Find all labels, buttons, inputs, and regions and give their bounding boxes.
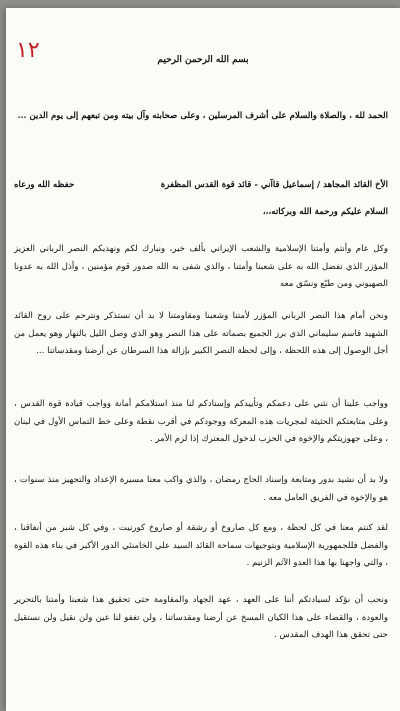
- addressee-blessing: حفظه الله ورعاه: [14, 180, 75, 190]
- paragraph-3: وواجب علينا أن نثني على دعمكم وتأييدكم وإسنادكم لنا منذ استلامكم أمانة وواجب قيادة قوة القدس ، وعلى متابعتكم الحثيثة لمجريات هذه المعركة ووجودكم في أقرب نقطة وعلى خط التماس الأول في لبنان ، وعلى جهوزيتكم والإخوة في الحزب لدخول المعترك إذا لزم الأمر .: [14, 399, 388, 444]
- addressee-name: [161, 180, 388, 190]
- page-number: ١٢: [16, 38, 40, 63]
- addressee-title: - قائد قوة القدس المظفرة: [160, 180, 258, 190]
- basmala-heading: بسم الله الرحمن الرحيم: [157, 55, 249, 65]
- addressee-line: [14, 180, 388, 190]
- paragraph-5: لقد كنتم معنا في كل لحظة ، ومع كل صاروخ أو رشقة أو صاروخ كورنيت ، وفي كل شبر من أنفاقنا ، والفضل فللجمهورية الإسلامية وبتوجيهات سماحة القائد السيد علي الخامنئي الدور الأكبر في بناء هذه القوة ، والتي واجهنا بها هذا العدو الآثم الزنيم .: [14, 523, 388, 568]
- paragraph-6: ونحب أن نؤكد لسيادتكم أننا على العهد ، عهد الجهاد والمقاومة حتى تحقيق هذا شعبنا وأمتنا بالتحرير والعودة ، والقضاء على هذا الكيان المسخ عن أرضنا ومقدساتنا ، ولن تغفو لنا عين ولن نقيل ولن نستقيل حتى تحقق هذا الهدف المقدس .: [14, 595, 388, 640]
- paragraph-1: وكل عام وأنتم وأمتنا الإسلامية والشعب الإيراني بألف خير، ونبارك لكم ونهديكم النصر الرباني العزيز المؤزر الذي تفضل الله به على شعبنا وأمتنا ، والذي شفى به الله صدور قوم مؤمنين ، وأذل الله به عدونا الصهيوني ومن طبّع ونسّق معه: [14, 244, 388, 289]
- addressee-name-text: الأخ القائد المجاهد / إسماعيل قاآني: [260, 180, 388, 190]
- letter-page: [6, 8, 400, 711]
- greeting-line: السلام عليكم ورحمة الله وبركاته،،،: [262, 207, 388, 217]
- paragraph-2: ونحن أمام هذا النصر الرباني المؤزر لأمتنا وشعبنا ومقاومتنا لا بد أن نستذكر ونترحم على روح القائد الشهيد قاسم سليماني الذي برز الجميع بصماته على هذا النصر وهو الذي وصل الليل بالنهار وهو يعمل من أجل الوصول إلى هذه اللحظة ، وإلى لحظة النصر الكبير بإزالة هذا السرطان عن أرضنا ومقدساتنا ...: [14, 311, 388, 356]
- praise-paragraph: الحمد لله ، والصلاة والسلام على أشرف المرسلين ، وعلى صحابته وآل بيته ومن تبعهم إلى يوم الدين ...: [17, 111, 388, 121]
- paragraph-4: ولا بد أن نشيد بدور ومتابعة وإسناد الحاج رمضان ، والذي واكب معنا مسيرة الإعداد والتجهيز منذ سنوات ، هو والإخوة في الفريق العامل معه .: [14, 475, 388, 503]
